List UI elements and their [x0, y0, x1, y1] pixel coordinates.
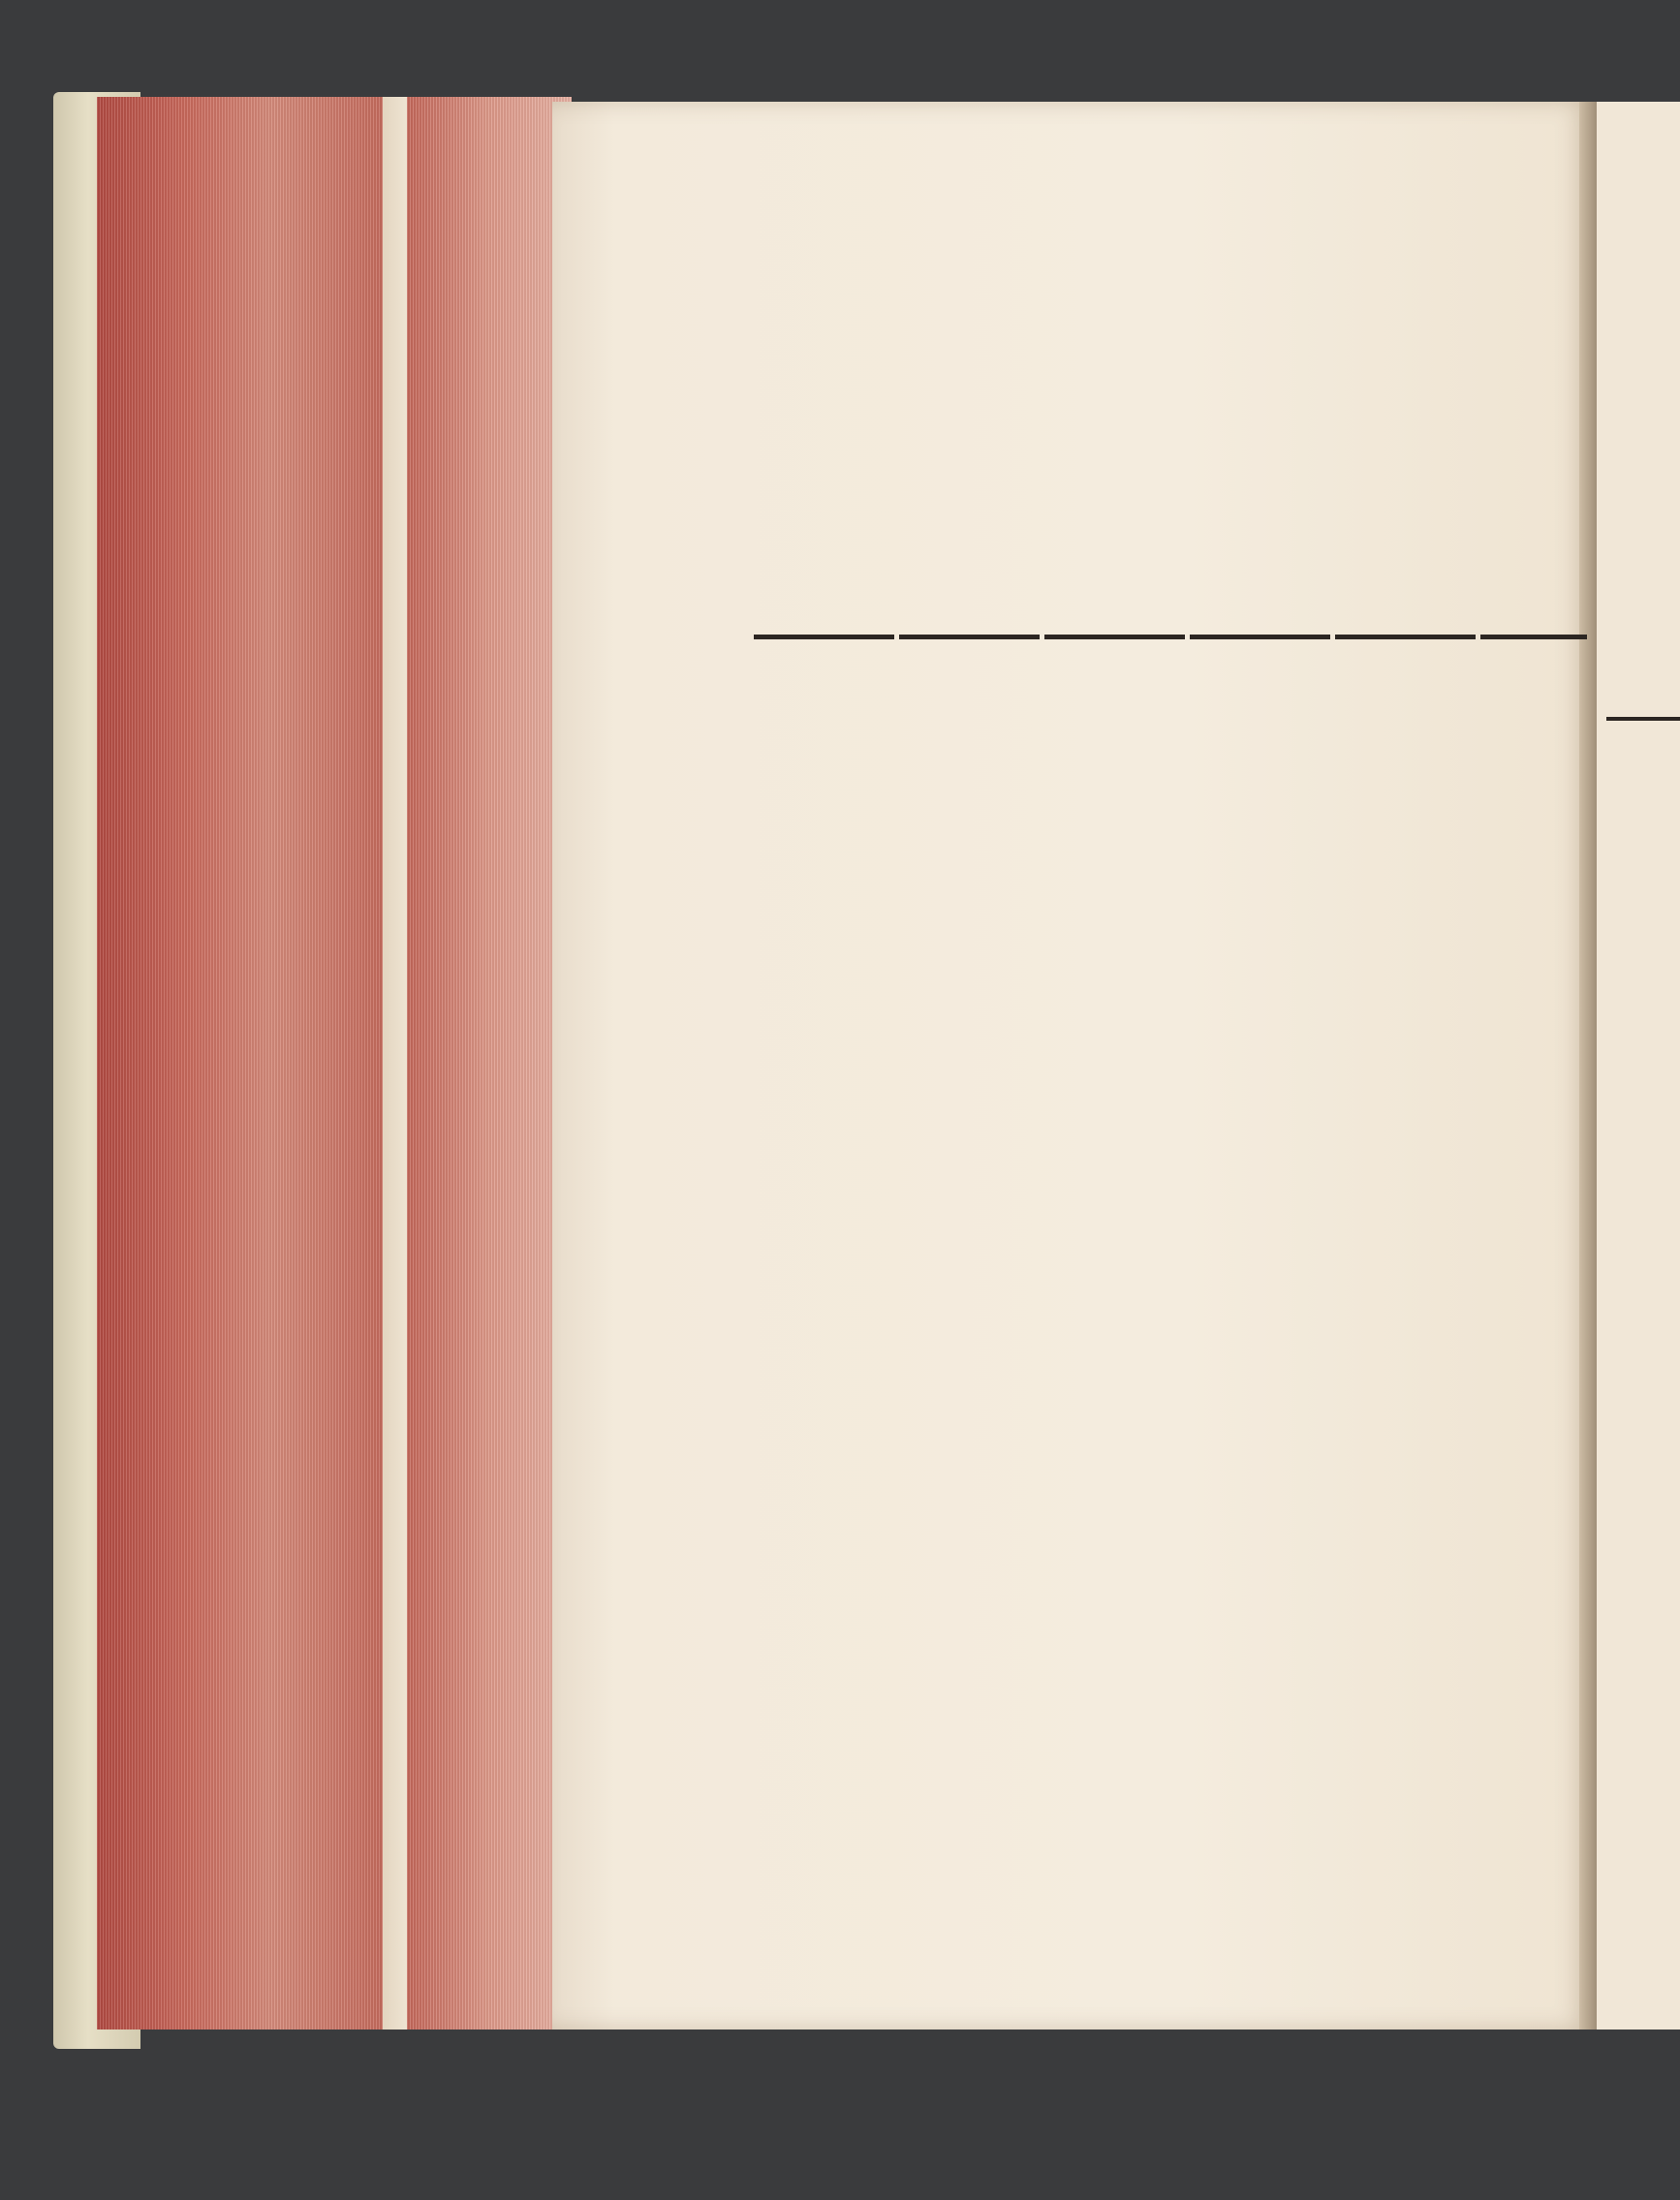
facing-page-fragment [1597, 102, 1680, 2030]
page-edges-left [97, 97, 388, 2030]
facing-page-rule [1606, 717, 1680, 721]
section-rule [754, 635, 1587, 639]
book-page [552, 102, 1591, 2030]
page-edges-right [407, 97, 572, 2030]
book-gutter [1579, 102, 1599, 2030]
